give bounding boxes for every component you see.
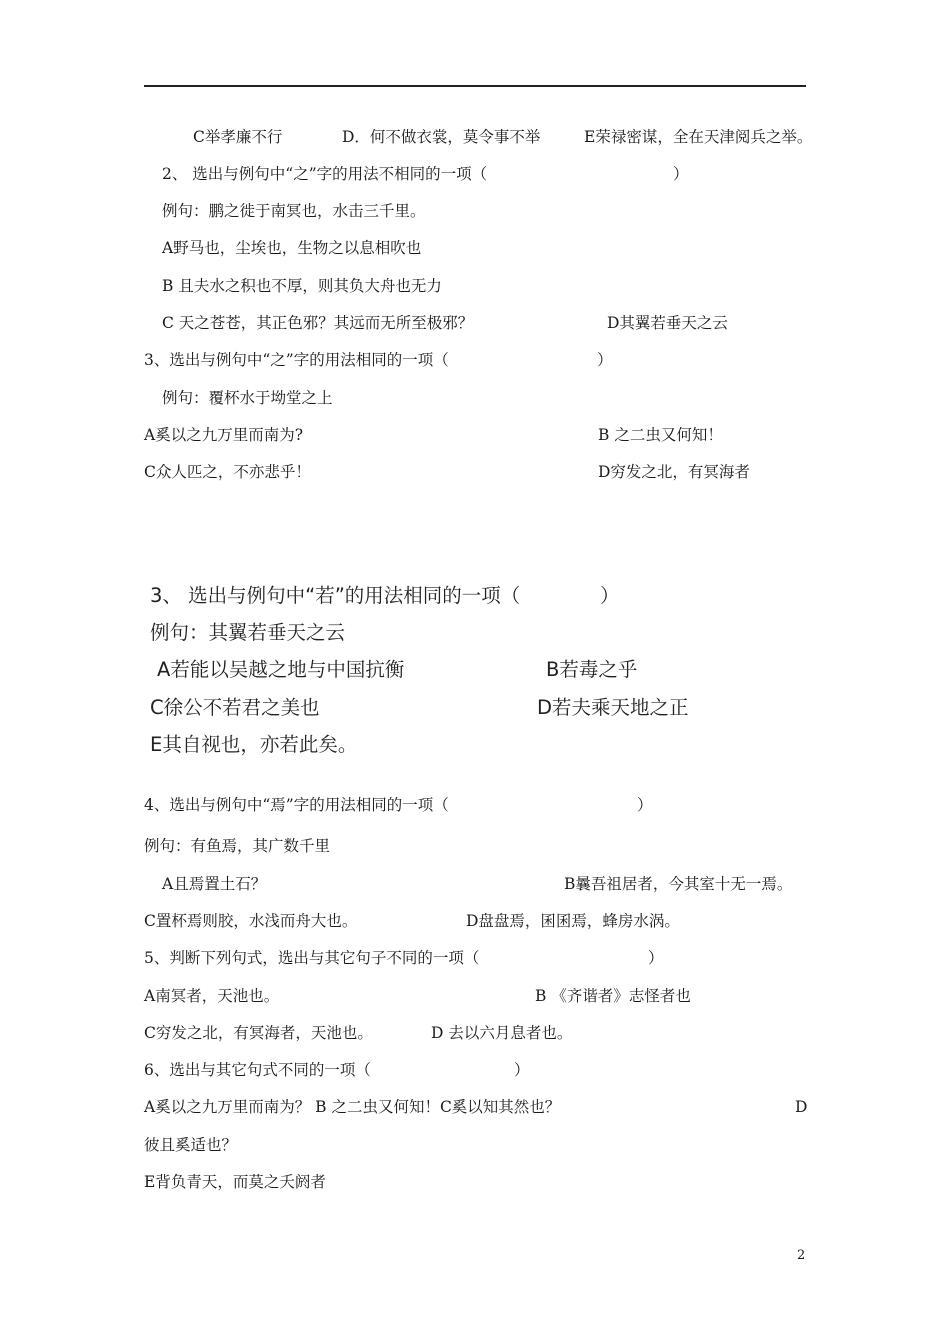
q6-option-d-text: 彼且奚适也？ [144,1136,238,1154]
q3b-option-c: C徐公不若君之美也 [150,696,320,719]
q1-option-e: E荣禄密谋，全在天津阅兵之举。 [584,128,813,146]
header-rule [144,85,806,87]
q6-stem-close: ） [514,1061,530,1079]
q2-option-c: C 天之苍苍，其正色邪？其远而无所至极邪？ [162,314,474,332]
q2-example: 例句：鹏之徙于南冥也，水击三千里。 [162,202,426,220]
q6-option-e: E背负青天，而莫之夭阏者 [144,1173,326,1191]
q6-options-abc: A奚以之九万里而南为？ B 之二虫又何知！C奚以知其然也？ [144,1098,561,1116]
page-number: 2 [797,1248,806,1263]
q5-stem-close: ） [648,949,664,967]
q4-stem-close: ） [637,796,653,814]
q6-stem: 6、选出与其它句式不同的一项（ [144,1061,371,1079]
q5-option-b: B 《齐谐者》志怪者也 [535,987,691,1005]
q4-option-c: C置杯焉则胶，水浅而舟大也。 [144,912,358,930]
q3b-stem: 3、 选出与例句中“若”的用法相同的一项（ [150,584,521,607]
q2-stem-close: ） [673,165,689,183]
q3b-stem-close: ） [600,584,620,607]
q1-option-d: D．何不做衣裳，莫令事不举 [342,128,541,146]
q4-option-b: B曩吾祖居者，今其室十无一焉。 [564,875,793,893]
q3a-stem-close: ） [597,351,613,369]
q4-stem: 4、选出与例句中“焉”字的用法相同的一项（ [144,796,449,814]
q2-stem: 2、 选出与例句中“之”字的用法不相同的一项（ [162,165,488,183]
q3b-option-a: A若能以吴越之地与中国抗衡 [157,658,405,681]
q2-option-a: A野马也，尘埃也，生物之以息相吹也 [162,239,422,257]
q3a-stem: 3、选出与例句中“之”字的用法相同的一项（ [144,351,449,369]
q3a-option-c: C众人匹之，不亦悲乎！ [144,463,311,481]
q3a-example: 例句：覆杯水于坳堂之上 [162,389,333,407]
q5-option-d: D 去以六月息者也。 [431,1024,573,1042]
q3a-option-a: A奚以之九万里而南为? [144,426,304,444]
q3b-option-d: D若夫乘天地之正 [537,696,689,719]
q1-option-c: C举孝廉不行 [193,128,283,146]
q6-option-d-label: D [795,1098,808,1116]
q3b-option-b: B若毒之乎 [546,658,638,681]
q5-option-c: C穷发之北，有冥海者，天池也。 [144,1024,373,1042]
q3a-option-b: B 之二虫又何知！ [598,426,723,444]
q2-option-d: D其翼若垂天之云 [607,314,728,332]
q2-option-b: B 且夫水之积也不厚，则其负大舟也无力 [162,277,442,295]
q5-stem: 5、判断下列句式，选出与其它句子不同的一项（ [144,949,480,967]
q3b-example: 例句：其翼若垂天之云 [150,621,346,644]
q4-example: 例句：有鱼焉，其广数千里 [144,837,331,855]
q5-option-a: A南冥者，天池也。 [144,987,280,1005]
q4-option-a: A且焉置土石？ [162,875,267,893]
q4-option-d: D盘盘焉，囷囷焉，蜂房水涡。 [466,912,680,930]
q3b-option-e: E其自视也，亦若此矣。 [150,733,358,756]
q3a-option-d: D穷发之北，有冥海者 [598,463,750,481]
